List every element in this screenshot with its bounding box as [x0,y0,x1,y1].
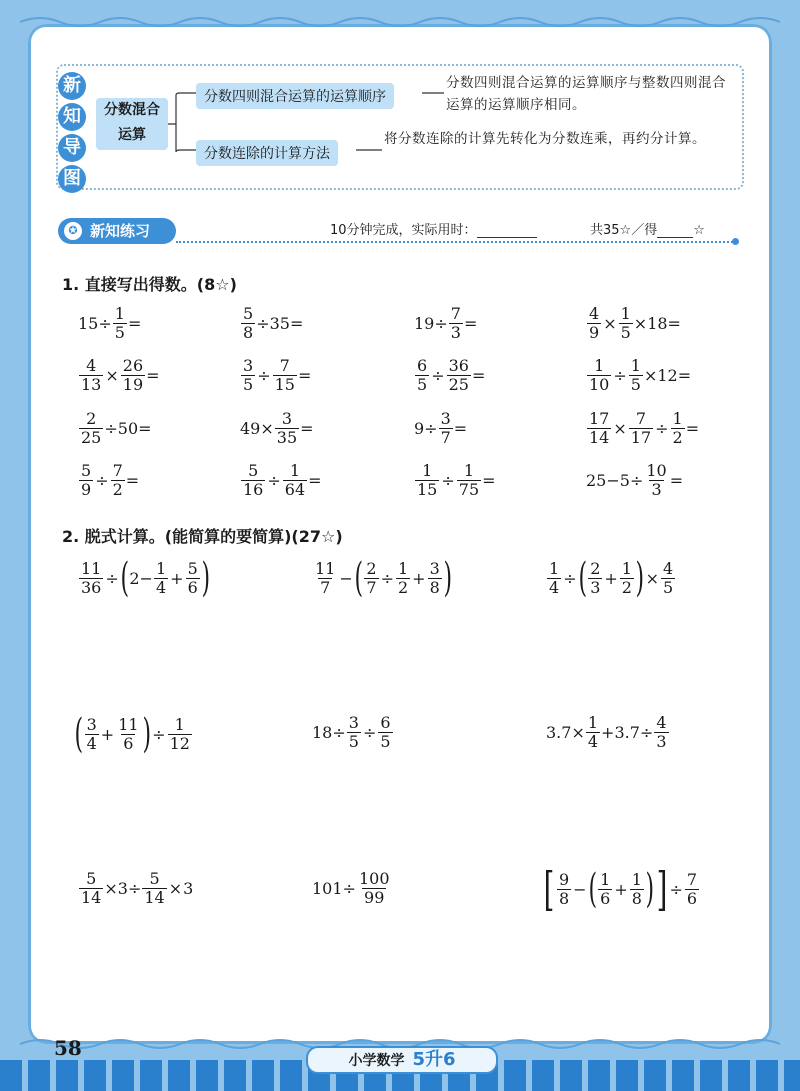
numerator: 26 [122,356,144,375]
operator: ÷ [431,366,445,385]
operator: × [105,366,119,385]
expr-text: +3.7÷ [601,723,654,742]
fraction [654,714,668,751]
numerator: 36 [448,356,469,375]
operator: ÷ [105,568,119,588]
denominator: 13 [81,375,102,394]
operator: − [573,879,587,899]
numerator: 1 [114,304,125,323]
operator: + [412,568,426,588]
denominator: 2 [672,428,683,447]
numerator: 3 [281,409,293,428]
calc-a-1 [78,555,210,601]
expr-text: 25−5÷ [586,471,644,490]
paren: ( [74,711,84,757]
calc-b-1 [74,711,193,757]
denominator: 3 [590,577,601,597]
fraction [142,870,166,907]
practice-divider-dot [732,238,739,245]
denominator: 6 [187,577,198,597]
fraction [598,871,612,908]
denominator: 7 [440,428,451,447]
problem-4-4 [586,462,683,499]
denominator: 5 [630,375,641,394]
fraction [671,410,685,447]
denominator: 17 [630,428,652,447]
denominator: 4 [86,733,97,753]
footer-grade: 5升6 [412,1049,456,1070]
problem-2-1 [78,357,160,394]
numerator: 1 [587,713,599,732]
practice-divider [176,241,736,243]
expr-text: 3.7× [546,723,585,742]
footer-subject: 小学数学 [348,1053,405,1069]
fraction [113,305,127,342]
problem-3-4 [586,410,699,447]
operator: ÷ [257,366,271,385]
numerator: 1 [631,869,642,889]
problem-3-3 [414,410,467,447]
denominator: 25 [81,428,102,447]
page-number: 58 [54,1036,82,1060]
fraction [378,714,392,751]
calc-a-2 [312,555,452,601]
denominator: 4 [587,732,599,751]
numerator: 2 [366,558,377,578]
numerator: 11 [315,558,336,578]
operator: ÷ [267,471,281,490]
denominator: 5 [417,375,428,394]
numerator: 1 [289,461,301,480]
denominator: 2 [112,480,123,499]
fraction [428,560,442,597]
problem-3-1 [78,410,152,447]
section1-title: 1. 直接写出得数。(8☆) [62,275,237,294]
denominator: 2 [397,577,409,597]
expr-text: 49× [240,419,274,438]
paren: ( [578,555,587,601]
numerator: 1 [672,409,683,428]
problem-2-2 [240,357,311,394]
expr-text: 101÷ [312,879,356,898]
operator: × [645,568,659,588]
numerator: 4 [663,558,674,578]
calc-b-2 [312,714,394,751]
footer-book-label [306,1046,498,1074]
fraction [364,560,378,597]
operator: × [168,879,183,898]
fraction [587,357,611,394]
paren: ( [120,555,129,601]
denominator: 12 [169,733,190,753]
numerator: 5 [149,869,160,888]
fraction [685,871,699,908]
denominator: 64 [284,480,306,499]
title-char: 知 [58,103,86,131]
fraction [415,357,429,394]
numerator: 3 [429,558,440,578]
mindmap-desc-division: 将分数连除的计算先转化为分数连乘，再约分计算。 [384,131,706,147]
denominator: 16 [243,480,264,499]
fraction [111,462,125,499]
denominator: 25 [448,375,469,394]
expr-text: = [308,471,322,490]
expr-text: = [300,419,314,438]
problem-1-1 [78,305,141,342]
problem-2-3 [414,357,485,394]
numerator: 2 [590,558,601,578]
denominator: 8 [631,888,642,908]
expr-text: ×18= [633,314,681,333]
denominator: 2 [621,577,632,597]
numerator: 7 [279,356,290,375]
operator: ÷ [655,419,669,438]
numerator: 11 [81,558,102,578]
calc-c-1 [78,870,193,907]
fraction [283,462,307,499]
expr-text: ×12= [643,366,692,385]
expr-text: ÷35= [256,314,304,333]
fraction [357,870,392,907]
problem-1-2 [240,305,303,342]
operator: ÷ [613,366,627,385]
denominator: 14 [81,888,102,907]
fraction [447,357,471,394]
operator: + [170,568,184,588]
operator: × [613,419,627,438]
operator: ÷ [362,723,377,742]
numerator: 2 [86,409,97,428]
numerator: 100 [358,869,390,888]
section2-title: 2. 脱式计算。(能简算的要简算)(27☆) [62,527,343,546]
expr-text: = [471,366,486,385]
fraction [273,357,297,394]
numerator: 3 [440,409,451,428]
title-char: 图 [58,165,86,193]
fraction [547,560,561,597]
numerator: 5 [86,869,97,888]
numerator: 1 [549,558,560,578]
expr-text: = [685,419,700,438]
fraction [586,714,600,751]
fraction [396,560,410,597]
numerator: 4 [589,304,600,323]
denominator: 75 [458,480,480,499]
fraction [79,357,103,394]
score-label [590,219,705,238]
expr-text: = [453,419,468,438]
operator: ÷ [441,471,455,490]
calc-a-3 [546,555,676,601]
score-label-text: 共35☆／得 [590,223,658,238]
problem-3-2 [240,410,314,447]
denominator: 15 [274,375,295,394]
numerator: 4 [656,713,667,732]
numerator: 9 [558,869,570,889]
score-blank[interactable] [657,223,693,238]
calc-c-3 [542,862,700,916]
mindmap-branch-order: 分数四则混合运算的运算顺序 [196,83,394,109]
time-blank[interactable] [477,223,537,238]
operator: ÷ [152,724,166,744]
numerator: 7 [686,869,698,889]
expr-text: = [146,366,160,385]
denominator: 6 [123,733,134,753]
mindmap-desc-order: 分数四则混合运算的运算顺序与整数四则混合运算的运算顺序相同。 [446,75,726,113]
star-icon: ☆ [693,223,705,238]
numerator: 7 [112,461,123,480]
fraction [620,560,634,597]
problem-1-4 [586,305,681,342]
fraction [587,305,601,342]
problem-2-4 [586,357,691,394]
denominator: 9 [589,323,600,342]
paren: ) [443,555,452,601]
numerator: 3 [348,713,359,732]
numerator: 3 [86,714,97,734]
fraction [85,716,99,753]
denominator: 15 [417,480,438,499]
fraction [241,462,265,499]
numerator: 1 [155,558,167,578]
paren: ) [645,866,655,912]
fraction [587,410,611,447]
fraction [121,357,145,394]
numerator: 1 [594,356,605,375]
medal-icon: ✪ [64,222,82,240]
operator: ÷ [95,471,109,490]
fraction [275,410,299,447]
denominator: 3 [450,323,461,342]
fraction [619,305,633,342]
paren: ) [142,711,151,757]
denominator: 5 [243,375,254,394]
fraction [186,560,200,597]
numerator: 6 [417,356,428,375]
fraction [629,410,653,447]
numerator: 1 [174,714,185,734]
problem-4-1 [78,462,139,499]
title-char: 导 [58,134,86,162]
expr-text: 18÷ [312,723,346,742]
expr-text: = [125,471,140,490]
expr-text: = [127,314,142,333]
paren: ( [354,555,363,601]
fraction [629,357,643,394]
denominator: 19 [122,375,144,394]
numerator: 1 [600,869,611,889]
paren: ( [588,866,597,912]
numerator: 4 [86,356,97,375]
denominator: 5 [663,577,674,597]
denominator: 7 [320,577,331,597]
denominator: 3 [656,732,667,751]
denominator: 7 [366,577,377,597]
numerator: 11 [118,714,139,734]
fraction [347,714,361,751]
operator: ÷ [563,568,577,588]
fraction [449,305,463,342]
fraction [154,560,168,597]
paren: ) [635,555,645,601]
numerator: 1 [422,461,433,480]
fraction [661,560,675,597]
expr-text: = [669,471,684,490]
denominator: 4 [549,577,560,597]
operator: + [604,568,618,588]
fraction [557,871,571,908]
operator: + [100,724,115,744]
operator: × [603,314,617,333]
denominator: 3 [651,480,662,499]
problem-1-3 [414,305,477,342]
expr-text: 15÷ [78,314,112,333]
operator: + [614,879,628,899]
expr-text: = [482,471,496,490]
bracket: ] [656,862,667,916]
fraction [588,560,602,597]
calc-b-3 [546,714,670,751]
numerator: 1 [621,558,632,578]
numerator: 6 [380,713,391,732]
denominator: 5 [380,732,391,751]
denominator: 35 [276,428,298,447]
operator: ÷ [669,879,683,899]
expr-text: 19÷ [414,314,448,333]
fraction [439,410,453,447]
fraction [116,716,140,753]
fraction [241,305,255,342]
fraction [415,462,439,499]
problem-4-3 [414,462,496,499]
denominator: 36 [81,577,102,597]
denominator: 14 [144,888,165,907]
denominator: 6 [600,888,611,908]
numerator: 1 [463,461,475,480]
fraction [457,462,481,499]
fraction [168,716,192,753]
numerator: 7 [635,409,647,428]
time-label [330,219,537,238]
practice-tag [58,218,176,244]
paren: ) [201,555,210,601]
denominator: 10 [589,375,610,394]
denominator: 14 [589,428,610,447]
denominator: 8 [558,888,570,908]
fraction [79,870,103,907]
denominator: 8 [429,577,440,597]
root-line-1: 分数混合 [104,102,160,118]
numerator: 5 [243,304,254,323]
fraction [79,462,93,499]
fraction [644,462,668,499]
denominator: 5 [620,323,631,342]
time-label-text: 10分钟完成，实际用时： [330,223,477,238]
fraction [313,560,337,597]
numerator: 5 [81,461,92,480]
denominator: 9 [81,480,92,499]
operator: − [339,568,353,588]
practice-tag-label: 新知练习 [90,222,151,240]
expr-text: 2− [129,568,153,588]
fraction [79,560,103,597]
denominator: 4 [155,577,167,597]
title-char: 新 [58,72,86,100]
calc-c-2 [312,870,393,907]
numerator: 3 [243,356,254,375]
numerator: 17 [589,409,610,428]
numerator: 5 [248,461,259,480]
numerator: 5 [187,558,198,578]
denominator: 5 [114,323,125,342]
denominator: 99 [364,888,385,907]
expr-text: = [297,366,312,385]
expr-text: = [463,314,478,333]
expr-text: ×3÷ [104,879,142,898]
numerator: 7 [450,304,461,323]
expr-text: 3 [183,879,194,898]
mindmap-branch-division: 分数连除的计算方法 [196,140,338,166]
fraction [241,357,255,394]
expr-text: ÷50= [104,419,152,438]
denominator: 5 [348,732,359,751]
expr-text: 9÷ [414,419,438,438]
denominator: 8 [243,323,254,342]
root-line-2: 运算 [118,127,146,143]
operator: ÷ [380,568,394,588]
numerator: 1 [397,558,409,578]
fraction [630,871,644,908]
numerator: 1 [630,356,641,375]
bracket: [ [543,862,555,916]
numerator: 1 [620,304,631,323]
problem-4-2 [240,462,322,499]
denominator: 6 [686,888,698,908]
numerator: 10 [646,461,667,480]
fraction [79,410,103,447]
